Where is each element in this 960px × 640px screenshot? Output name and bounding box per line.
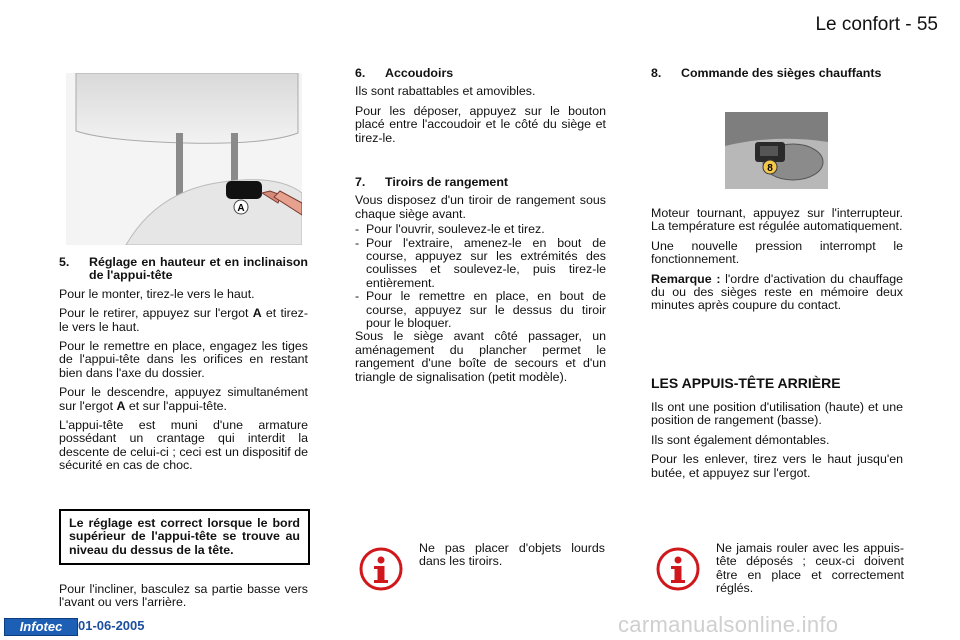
- column-middle: [355, 67, 606, 151]
- info-icon: [655, 546, 701, 597]
- seat-heater-illustration: [725, 112, 828, 189]
- info-icon: [358, 546, 404, 597]
- paragraph: Pour le monter, tirez-le vers le haut.: [59, 286, 255, 301]
- paragraph: Ils sont rabattables et amovibles.: [355, 84, 536, 99]
- section-5-heading: [59, 256, 308, 283]
- infotec-logo: Infotec: [4, 618, 78, 636]
- info-text: Ne jamais rouler avec les appuis-tête déposés ; ceux-ci doivent être en place et correctement réglés.: [716, 541, 904, 596]
- info-text: Ne pas placer d'objets lourds dans les tiroirs.: [419, 541, 605, 569]
- section-heading-rear-headrests: LES APPUIS-TÊTE ARRIÈRE: [651, 375, 841, 391]
- section-title: Réglage en hauteur et en inclinaison de l'appui-tête: [89, 255, 308, 283]
- figure-label-8: 8: [767, 163, 773, 174]
- paragraph: Vous disposez d'un tiroir de rangement sous chaque siège avant.: [355, 193, 606, 221]
- column-right-rear: [651, 401, 903, 486]
- paragraph: Ils ont une position d'utilisation (haute) et une position de rangement (basse).: [651, 400, 903, 428]
- paragraph: Ils sont également démontables.: [651, 432, 830, 447]
- page-title: Le confort - 55: [815, 14, 938, 35]
- list-item: - Pour l'extraire, amenez-le en bout de course, appuyez sur les extrémités des coulisses et soulevez-le, puis tirez-le entièrement.: [355, 235, 606, 290]
- paragraph: Pour les enlever, tirez vers le haut jusqu'en butée, et appuyez sur l'ergot.: [651, 452, 903, 480]
- paragraph: Une nouvelle pression interrompt le fonctionnement.: [651, 238, 903, 267]
- paragraph: Pour l'incliner, basculez sa partie basse vers l'avant ou vers l'arrière.: [59, 582, 308, 610]
- footer-date: 01-06-2005: [78, 618, 145, 633]
- watermark: carmanualsonline.info: [618, 612, 839, 637]
- paragraph: Moteur tournant, appuyez sur l'interrupteur. La température est régulée automatiquement.: [651, 206, 903, 234]
- paragraph: Pour le remettre en place, engagez les tiges de l'appui-tête dans les orifices en restant bien dans l'axe du dossier.: [59, 339, 308, 380]
- paragraph: Sous le siège avant côté passager, un aménagement du plancher permet le rangement d'une boîte de secours et d'un triangle de signalisation (petit modèle).: [355, 329, 606, 384]
- paragraph: Pour les déposer, appuyez sur le bouton placé entre l'accoudoir et le côté du siège et tirez-le.: [355, 103, 606, 145]
- headrest-figure: [66, 73, 302, 245]
- paragraph: Pour le descendre, appuyez simultanément sur l'ergot A et sur l'appui-tête.: [59, 385, 308, 413]
- section-number: 5.: [59, 255, 70, 269]
- paragraph: L'appui-tête est muni d'une armature possédant un crantage qui interdit la descente de celui-ci ; ceci est un dispositif de sécurité en cas de choc.: [59, 418, 308, 473]
- list-item: - Pour le remettre en place, en bout de course, appuyez sur le dessus du tiroir pour le bloquer.: [355, 289, 606, 331]
- paragraph: Remarque : l'ordre d'activation du chauffage du ou des sièges reste en mémoire deux minutes après coupure du contact.: [651, 271, 903, 313]
- seat-heater-figure: [725, 112, 828, 189]
- column-right-body: [651, 207, 903, 319]
- section-8-heading: 8. Commande des sièges chauffants: [651, 66, 882, 80]
- column-middle-section-7: [355, 176, 606, 390]
- paragraph: Pour le retirer, appuyez sur l'ergot A et tirez-le vers le haut.: [59, 306, 308, 334]
- section-6-heading: 6. Accoudoirs: [355, 66, 454, 80]
- figure-label-a: A: [237, 203, 245, 214]
- column-right: [651, 67, 903, 85]
- section-7-heading: 7. Tiroirs de rangement: [355, 175, 509, 189]
- column-left: [59, 256, 308, 479]
- note-box: Le réglage est correct lorsque le bord supérieur de l'appui-tête se trouve au niveau du dessus de la tête.: [59, 509, 310, 565]
- headrest-illustration: [66, 73, 302, 245]
- list-item: - Pour l'ouvrir, soulevez-le et tirez.: [355, 222, 545, 237]
